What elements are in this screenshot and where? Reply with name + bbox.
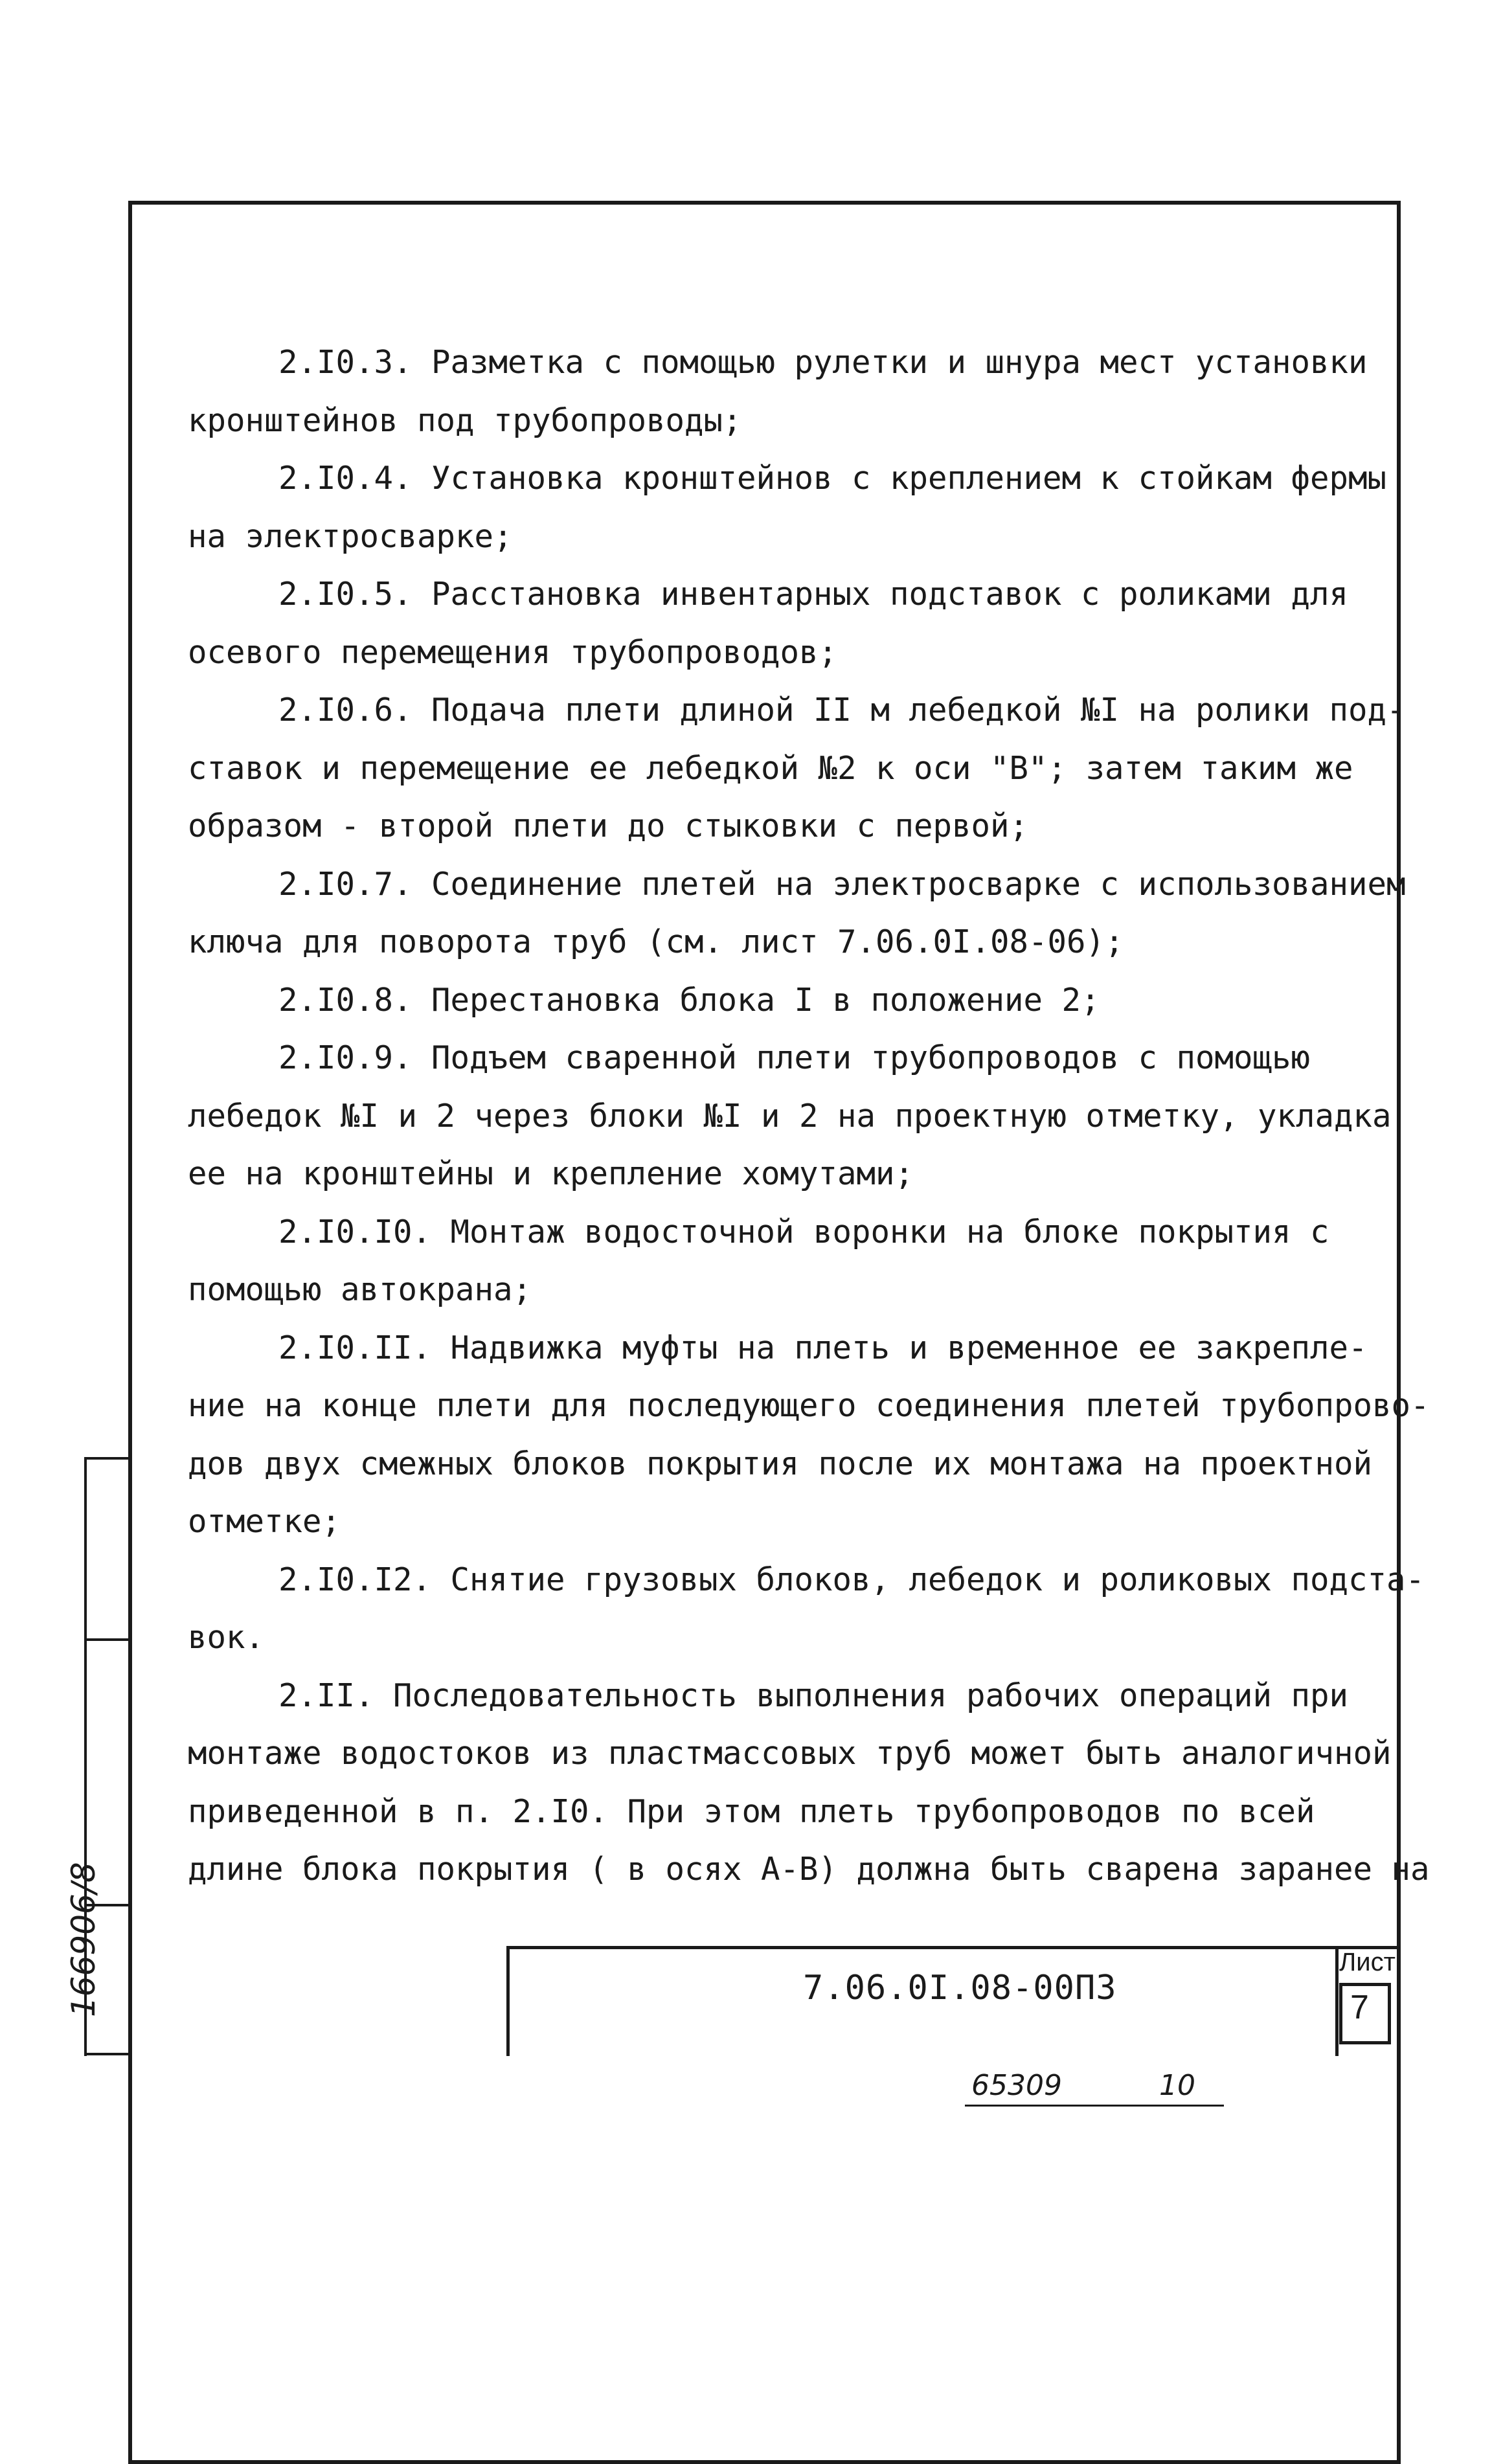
text-line: 2.I0.8. Перестановка блока I в положение 2;: [278, 981, 1100, 1019]
paragraph-2-10-4: [188, 449, 1387, 565]
text-line: дов двух смежных блоков покрытия после их монтажа на проектной: [188, 1445, 1373, 1482]
text-line: монтаже водостоков из пластмассовых труб может быть аналогичной: [188, 1735, 1392, 1772]
margin-divider: [84, 2053, 128, 2055]
text-line: 2.II. Последовательность выполнения рабочих операций при: [278, 1677, 1349, 1714]
text-line: 2.I0.7. Соединение плетей на электросварке с использованием: [278, 865, 1406, 903]
paragraph-2-11: [188, 1667, 1430, 1899]
text-line: приведенной в п. 2.I0. При этом плеть трубопроводов по всей: [188, 1792, 1315, 1830]
paragraph-2-10-3: [188, 333, 1379, 449]
text-line: 2.I0.II. Надвижка муфты на плеть и временное ее закрепле-: [278, 1329, 1368, 1366]
text-line: 2.I0.3. Разметка с помощью рулетки и шнура мест установки: [278, 344, 1368, 381]
inventory-number: 166906/8: [65, 1862, 102, 2017]
paragraph-2-10-9: [188, 1029, 1392, 1203]
document-code: 7.06.0I.08-00ПЗ: [803, 1969, 1117, 2007]
text-line: 2.I0.4. Установка кронштейнов с креплением к стойкам фермы: [278, 460, 1387, 497]
text-line: кронштейнов под трубопроводы;: [188, 401, 742, 439]
text-line: лебедок №I и 2 через блоки №I и 2 на проектную отметку, укладка: [188, 1097, 1392, 1135]
text-line: помощью автокрана;: [188, 1271, 532, 1308]
text-line: вок.: [188, 1619, 265, 1656]
margin-divider: [84, 1638, 128, 1641]
footer-note-code: 65309: [971, 2069, 1062, 2102]
paragraph-2-10-8: [188, 971, 1379, 1030]
paragraph-2-10-7: [188, 855, 1406, 971]
paragraph-2-10-6: [188, 681, 1406, 855]
document-body: [188, 333, 1430, 1899]
text-line: образом - второй плети до стыковки с первой;: [188, 808, 1029, 844]
paragraph-2-10-10: [188, 1203, 1379, 1319]
text-line: ние на конце плети для последующего соединения плетей трубопрово-: [188, 1387, 1430, 1424]
text-line: 2.I0.I0. Монтаж водосточной воронки на блоке покрытия с: [278, 1213, 1329, 1250]
paragraph-2-10-5: [188, 565, 1379, 681]
sheet-number: 7: [1350, 1989, 1369, 2026]
text-line: отметке;: [188, 1503, 341, 1540]
text-line: на электросварке;: [188, 517, 513, 555]
text-line: осевого перемещения трубопроводов;: [188, 633, 838, 671]
text-line: ставок и перемещение ее лебедкой №2 к оси "В"; затем таким же: [188, 749, 1353, 787]
text-line: 2.I0.6. Подача плети длиной II м лебедкой №I на ролики под-: [278, 692, 1406, 729]
text-line: длине блока покрытия ( в осях А-В) должна быть сварена заранее на: [188, 1851, 1430, 1888]
text-line: 2.I0.I2. Снятие грузовых блоков, лебедок и роликовых подста-: [278, 1561, 1425, 1598]
text-line: 2.I0.9. Подъем сваренной плети трубопроводов с помощью: [278, 1039, 1311, 1076]
text-line: 2.I0.5. Расстановка инвентарных подставок с роликами для: [278, 576, 1349, 613]
text-line: ключа для поворота труб (см. лист 7.06.0I.08-06);: [188, 923, 1124, 960]
paragraph-2-10-12: [188, 1551, 1425, 1667]
text-line: ее на кронштейны и крепление хомутами;: [188, 1155, 914, 1192]
paragraph-2-10-11: [188, 1319, 1430, 1551]
footer-note-number: 10: [1159, 2069, 1195, 2102]
sheet-label: Лист: [1339, 1948, 1396, 1976]
margin-divider: [84, 1457, 128, 1460]
footer-underline: [965, 2105, 1224, 2107]
